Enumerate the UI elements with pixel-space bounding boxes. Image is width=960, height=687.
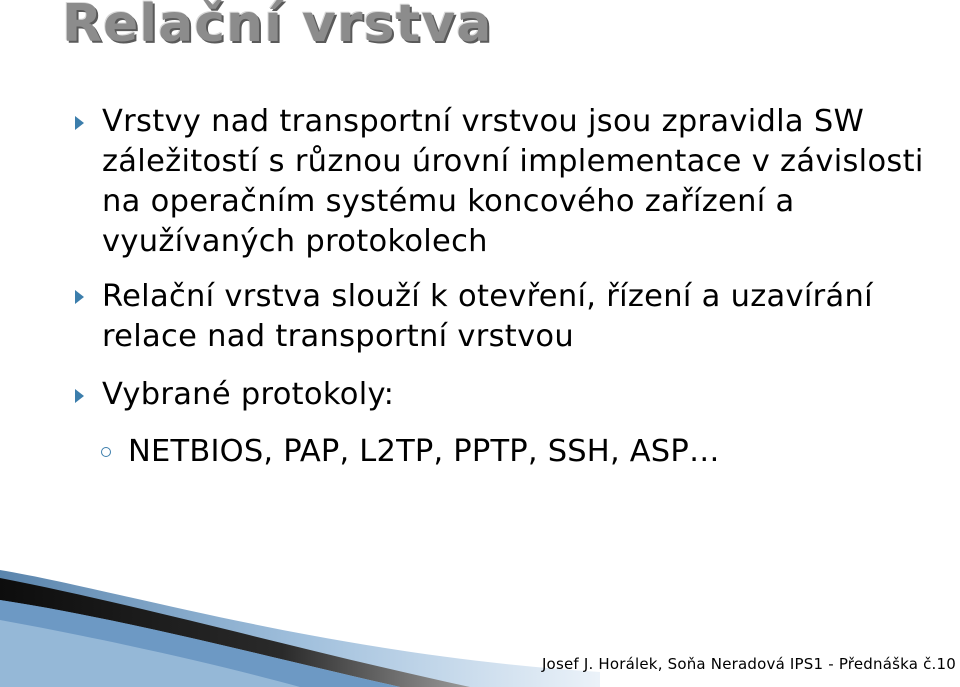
circle-outline-icon xyxy=(101,447,111,457)
triangle-right-icon xyxy=(75,290,84,304)
slide-title: Relační vrstva xyxy=(62,0,493,54)
bullet-item: Vybrané protokoly: xyxy=(102,377,395,412)
triangle-right-icon xyxy=(75,116,84,130)
triangle-right-icon xyxy=(75,389,84,403)
bullet-item: Relační vrstva slouží k otevření, řízení a uzavírání relace nad transportní vrstvou xyxy=(102,279,873,354)
footer-text: Josef J. Horálek, Soňa Neradová IPS1 - Přednáška č.10 xyxy=(541,655,956,673)
bullet-item: Vrstvy nad transportní vrstvou jsou zpravidla SW záležitostí s různou úrovní implementace v závislosti na operačním systému koncového zařízení a využívaných protokolech xyxy=(102,104,924,259)
sub-bullet-item: NETBIOS, PAP, L2TP, PPTP, SSH, ASP… xyxy=(128,434,720,469)
